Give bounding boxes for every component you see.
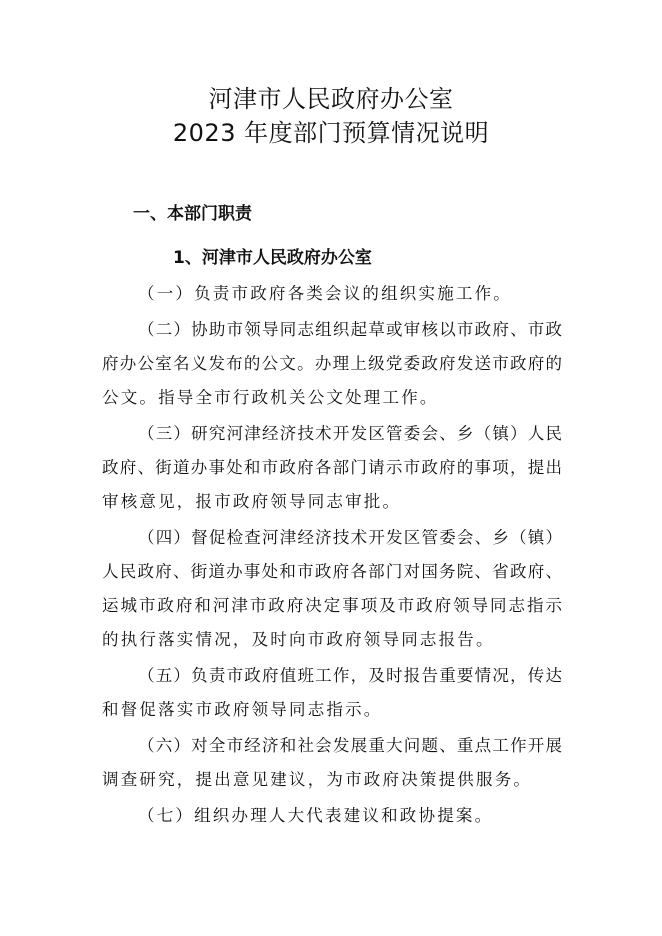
subsection-heading: 1、河津市人民政府办公室 <box>173 248 372 268</box>
paragraph-2-line-1: （二）协助市领导同志组织起草或审核以市政府、市政 <box>138 320 562 339</box>
paragraph-4-line-4: 的执行落实情况，及时向市政府领导同志报告。 <box>102 630 495 649</box>
document-title-line-2: 2023 年度部门预算情况说明 <box>172 119 490 147</box>
paragraph-4-line-1: （四）督促检查河津经济技术开发区管委会、乡（镇） <box>138 528 562 547</box>
paragraph-3-line-2: 政府、街道办事处和市政府各部门请示市政府的事项，提出 <box>102 458 562 477</box>
paragraph-2-line-2: 府办公室名义发布的公文。办理上级党委政府发送市政府的 <box>102 354 562 373</box>
paragraph-1-line-1: （一）负责市政府各类会议的组织实施工作。 <box>138 284 512 303</box>
paragraph-2-line-3: 公文。指导全市行政机关公文处理工作。 <box>102 388 439 407</box>
paragraph-7-line-1: （七）组织办理人大代表建议和政协提案。 <box>138 806 494 825</box>
section-heading: 一、本部门职责 <box>133 204 252 224</box>
paragraph-3-line-3: 审核意见，报市政府领导同志审批。 <box>102 492 402 511</box>
paragraph-4-line-3: 运城市政府和河津市政府决定事项及市政府领导同志指示 <box>102 596 562 615</box>
paragraph-4-line-2: 人民政府、街道办事处和市政府各部门对国务院、省政府、 <box>102 562 562 581</box>
paragraph-6-line-1: （六）对全市经济和社会发展重大问题、重点工作开展 <box>138 736 562 755</box>
paragraph-5-line-1: （五）负责市政府值班工作，及时报告重要情况，传达 <box>138 666 562 685</box>
paragraph-5-line-2: 和督促落实市政府领导同志指示。 <box>102 700 383 719</box>
paragraph-3-line-1: （三）研究河津经济技术开发区管委会、乡（镇）人民 <box>138 424 562 443</box>
document-title-line-1: 河津市人民政府办公室 <box>208 85 454 113</box>
paragraph-6-line-2: 调查研究，提出意见建议，为市政府决策提供服务。 <box>102 770 533 789</box>
